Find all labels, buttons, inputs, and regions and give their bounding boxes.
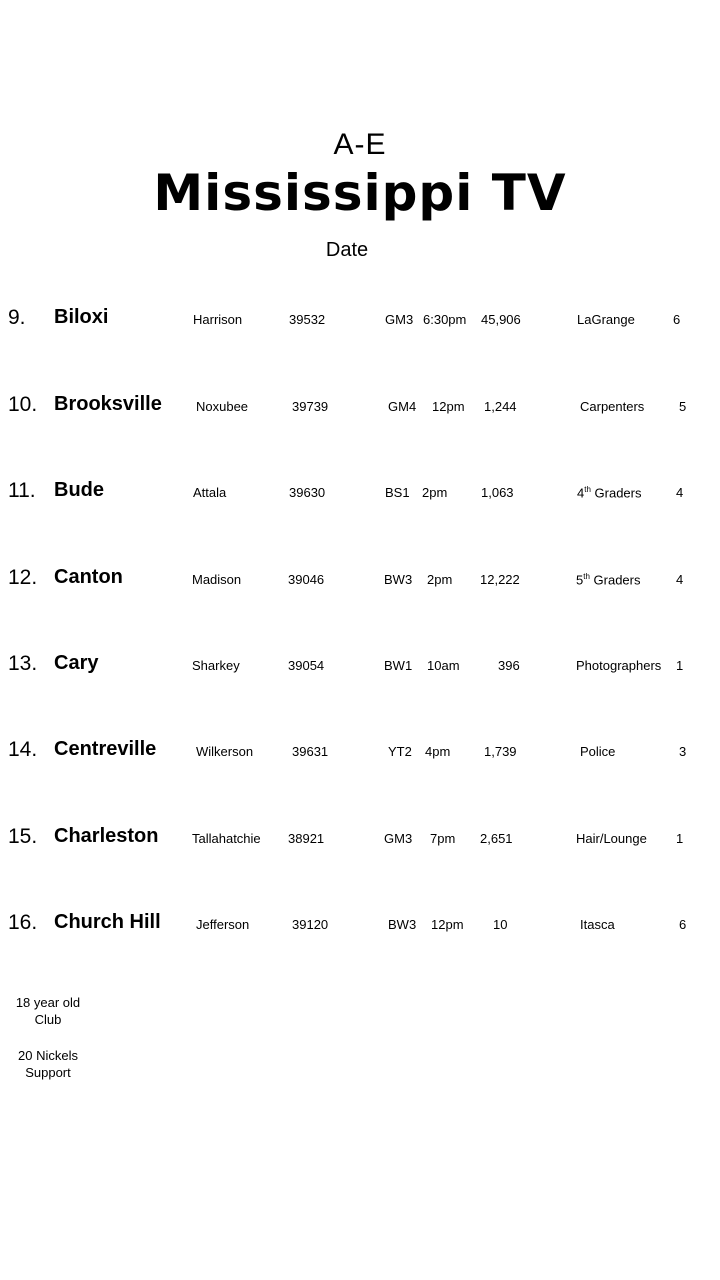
- city-name: Charleston: [54, 825, 159, 847]
- county-name: Attala: [193, 485, 227, 500]
- count-value: 6: [673, 312, 681, 327]
- population: 1,244: [484, 399, 517, 414]
- county-name: Wilkerson: [196, 744, 254, 759]
- zip-code: 39739: [292, 399, 329, 414]
- zip-code: 39630: [289, 485, 326, 500]
- count-value: 1: [676, 658, 684, 673]
- item-number: 13.: [8, 652, 38, 675]
- count-value: 3: [679, 744, 687, 759]
- page-title: Mississippi TV: [153, 164, 567, 222]
- group-name: [577, 485, 641, 500]
- county-name: Noxubee: [196, 399, 249, 414]
- list-item: [0, 566, 720, 606]
- population: 1,063: [481, 485, 514, 500]
- air-time: 12pm: [432, 399, 465, 414]
- zip-code: 39631: [292, 744, 329, 759]
- group-name: Hair/Lounge: [576, 831, 647, 846]
- city-name: Brooksville: [54, 393, 162, 415]
- air-time: 2pm: [427, 572, 453, 587]
- group-name: Photographers: [576, 658, 662, 673]
- zip-code: 38921: [288, 831, 325, 846]
- air-time: 4pm: [425, 744, 451, 759]
- station-code: BW3: [388, 917, 417, 932]
- air-time: 6:30pm: [423, 312, 467, 327]
- note-spacer: [10, 1028, 86, 1047]
- station-code: GM3: [385, 312, 414, 327]
- station-code: BW1: [384, 658, 413, 673]
- city-name: Cary: [54, 652, 99, 674]
- group-grade-suffix: th: [583, 572, 590, 581]
- item-number: 16.: [8, 911, 38, 934]
- item-number: 9.: [8, 306, 26, 329]
- date-label: Date: [325, 239, 369, 261]
- item-number: 10.: [8, 393, 38, 416]
- list-item: [0, 825, 720, 865]
- group-grade-suffix: th: [584, 485, 591, 494]
- air-time: 7pm: [430, 831, 456, 846]
- city-name: Centreville: [54, 738, 157, 760]
- county-name: Sharkey: [192, 658, 240, 673]
- population: 10: [493, 917, 508, 932]
- list-item: [0, 911, 720, 951]
- station-code: GM3: [384, 831, 413, 846]
- count-value: 4: [676, 485, 684, 500]
- group-name: Carpenters: [580, 399, 645, 414]
- item-number: 11.: [8, 479, 36, 502]
- list-item: [0, 652, 720, 692]
- note-line: 20 Nickels: [18, 1048, 78, 1063]
- air-time: 2pm: [422, 485, 448, 500]
- count-value: 5: [679, 399, 687, 414]
- county-name: Jefferson: [196, 917, 250, 932]
- county-name: Harrison: [193, 312, 243, 327]
- station-code: BS1: [385, 485, 410, 500]
- population: 1,739: [484, 744, 517, 759]
- city-name: Canton: [54, 566, 123, 588]
- county-name: Tallahatchie: [192, 831, 261, 846]
- item-number: 14.: [8, 738, 38, 761]
- item-number: 15.: [8, 825, 38, 848]
- air-time: 12pm: [431, 917, 464, 932]
- group-label: Graders: [589, 572, 641, 588]
- group-grade: 4: [577, 485, 585, 501]
- population: 12,222: [480, 572, 520, 587]
- count-value: 6: [679, 917, 687, 932]
- group-name: [576, 572, 640, 587]
- page-subtitle: A-E: [333, 128, 387, 161]
- count-value: 1: [676, 831, 684, 846]
- group-label: Graders: [590, 485, 642, 501]
- station-code: BW3: [384, 572, 413, 587]
- group-name: Itasca: [580, 917, 615, 932]
- group-name: Police: [580, 744, 616, 759]
- list-item: [0, 306, 720, 346]
- item-number: 12.: [8, 566, 38, 589]
- city-name: Bude: [54, 479, 104, 501]
- note-line: 18 year old: [15, 995, 81, 1010]
- note-line: Support: [25, 1065, 71, 1080]
- station-code: YT2: [388, 744, 412, 759]
- count-value: 4: [676, 572, 684, 587]
- population: 45,906: [481, 312, 521, 327]
- station-code: GM4: [388, 399, 417, 414]
- population: 396: [498, 658, 520, 673]
- city-name: Church Hill: [54, 911, 161, 933]
- zip-code: 39046: [288, 572, 325, 587]
- list-item: [0, 393, 720, 433]
- group-name: LaGrange: [577, 312, 635, 327]
- note-line: Club: [34, 1012, 62, 1027]
- zip-code: 39532: [289, 312, 326, 327]
- zip-code: 39054: [288, 658, 325, 673]
- zip-code: 39120: [292, 917, 329, 932]
- notes-block: [10, 994, 86, 1081]
- county-name: Madison: [192, 572, 242, 587]
- list-item: [0, 738, 720, 778]
- city-name: Biloxi: [54, 306, 109, 328]
- list-item: [0, 479, 720, 519]
- group-grade: 5: [576, 572, 584, 588]
- air-time: 10am: [427, 658, 460, 673]
- population: 2,651: [480, 831, 513, 846]
